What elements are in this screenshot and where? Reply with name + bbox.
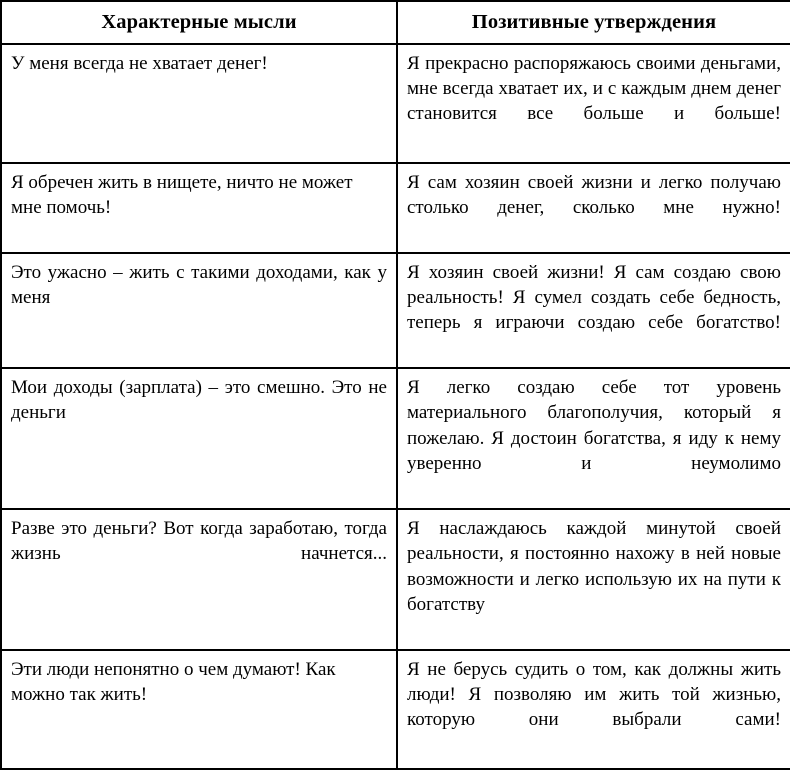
affirmation-text: Я сам хозяин своей жизни и легко получаю столько денег, сколько мне нужно!: [407, 171, 781, 218]
cell-affirmation: [397, 253, 790, 368]
cell-affirmation: [397, 509, 790, 650]
thought-text: У меня всегда не хватает денег!: [11, 52, 268, 74]
cell-thought: [1, 650, 397, 769]
cell-affirmation: [397, 368, 790, 509]
affirmation-text: Я наслаждаюсь каждой минутой своей реальности, я постоянно нахожу в ней новые возможности и легко использую их на пути к богатству: [407, 517, 781, 615]
affirmation-text: Я легко создаю себе тот уровень материального благополучия, который я пожелаю. Я достоин богатства, я иду к нему уверенно и неумолимо: [407, 377, 781, 475]
cell-thought: [1, 163, 397, 253]
thought-text: Это ужасно – жить с такими доходами, как у меня: [11, 261, 387, 308]
table-header-row: [1, 1, 790, 44]
cell-affirmation: [397, 44, 790, 163]
table-row: [1, 650, 790, 769]
affirmation-text: Я прекрасно распоряжаюсь своими деньгами, мне всегда хватает их, и с каждым днем денег становится все больше и больше!: [407, 52, 781, 125]
cell-thought: [1, 368, 397, 509]
affirmation-text: Я не берусь судить о том, как должны жить люди! Я позволяю им жить той жизнью, которую они выбрали сами!: [407, 658, 781, 731]
cell-affirmation: [397, 163, 790, 253]
thought-text: Эти люди непонятно о чем думают! Как можно так жить!: [11, 658, 336, 706]
affirmation-text: Я хозяин своей жизни! Я сам создаю свою реальность! Я сумел создать себе бедность, теперь я играючи создаю себе богатство!: [407, 261, 781, 334]
table-header: [1, 1, 790, 44]
table-row: [1, 368, 790, 509]
cell-thought: [1, 253, 397, 368]
table-body: [1, 44, 790, 769]
column-header-thoughts: Характерные мысли: [1, 1, 397, 44]
thought-text: Мои доходы (зарплата) – это смешно. Это не деньги: [11, 377, 387, 424]
thought-text: Разве это деньги? Вот когда заработаю, тогда жизнь начнется...: [11, 517, 387, 565]
column-header-affirmations: Позитивные утверждения: [397, 1, 790, 44]
table-row: [1, 163, 790, 253]
table-row: [1, 253, 790, 368]
table-row: [1, 44, 790, 163]
cell-affirmation: [397, 650, 790, 769]
cell-thought: [1, 44, 397, 163]
cell-thought: [1, 509, 397, 650]
table-row: [1, 509, 790, 650]
thought-text: Я обречен жить в нищете, ничто не может мне помочь!: [11, 171, 353, 218]
